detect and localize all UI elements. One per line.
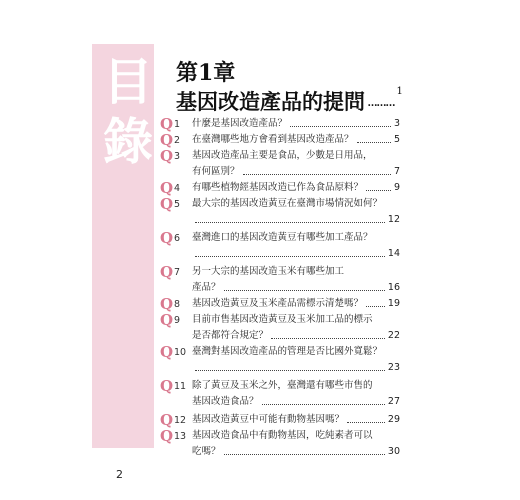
leader-dots — [243, 164, 391, 175]
question-line — [192, 412, 400, 428]
q-mark-icon: Q — [160, 263, 174, 281]
q-mark-icon: Q — [160, 427, 174, 445]
side-title-char: 錄 — [103, 112, 153, 171]
page-ref: 27 — [387, 396, 400, 407]
q-mark-icon: Q — [160, 179, 174, 197]
leader-dots — [262, 394, 385, 405]
question-line — [192, 296, 400, 312]
question-number: 4 — [174, 183, 181, 194]
question-line-text: 有哪些植物經基因改造已作為食品原料？ — [192, 182, 364, 193]
page-ref: 7 — [393, 166, 400, 177]
chapter-page: 1 — [396, 86, 403, 97]
question-number: 1 — [174, 119, 181, 130]
page-ref: 30 — [387, 446, 400, 457]
question-number: 2 — [174, 135, 181, 146]
question-line — [192, 344, 400, 360]
question-text — [192, 378, 400, 410]
question-line — [192, 280, 400, 296]
page-ref: 9 — [393, 182, 400, 193]
leader-dots — [195, 360, 385, 371]
q-mark-icon: Q — [160, 311, 174, 329]
question-line-text: 目前市售基因改造黃豆及玉米加工品的標示 — [192, 314, 373, 325]
page-ref: 3 — [393, 118, 400, 129]
side-title — [98, 52, 158, 172]
page-ref: 12 — [387, 214, 400, 225]
q-mark-icon: Q — [160, 411, 174, 429]
question-line-text: 另一大宗的基因改造玉米有哪些加工 — [192, 266, 345, 277]
chapter-subtitle: 基因改造產品的提問 — [176, 89, 365, 114]
question-text — [192, 180, 400, 196]
leader-dots — [195, 246, 385, 257]
question-text — [192, 428, 400, 460]
question-line — [192, 394, 400, 410]
question-text — [192, 312, 400, 344]
question-line — [192, 164, 400, 180]
question-text — [192, 296, 400, 312]
question-number: 3 — [174, 151, 181, 162]
question-line — [192, 428, 400, 444]
question-line — [192, 328, 400, 344]
leader-dots — [366, 180, 391, 191]
question-line-text: 最大宗的基因改造黃豆在臺灣市場情況如何？ — [192, 198, 383, 209]
question-number: 7 — [174, 267, 181, 278]
question-line — [192, 264, 400, 280]
question-line-text: 是否都符合規定？ — [192, 330, 269, 341]
page-ref: 5 — [393, 134, 400, 145]
question-number: 11 — [174, 381, 187, 392]
question-line-text: 基因改造食品？ — [192, 396, 259, 407]
leader-dots — [366, 296, 385, 307]
question-line — [192, 180, 400, 196]
leader-dots — [224, 444, 385, 455]
question-text — [192, 148, 400, 180]
q-mark-icon: Q — [160, 195, 174, 213]
question-number: 10 — [174, 347, 187, 358]
question-number: 13 — [174, 431, 187, 442]
question-line — [192, 444, 400, 460]
leader-dots: ……… — [365, 98, 395, 109]
page-ref: 22 — [387, 330, 400, 341]
question-line-text: 什麼是基因改造產品？ — [192, 118, 288, 129]
question-line — [192, 196, 400, 212]
question-text — [192, 196, 400, 228]
question-line — [192, 312, 400, 328]
question-line — [192, 230, 400, 246]
leader-dots — [290, 116, 391, 127]
question-line — [192, 212, 400, 228]
q-mark-icon: Q — [160, 377, 174, 395]
page-number: 2 — [116, 468, 123, 481]
question-text — [192, 412, 400, 428]
question-line-text: 基因改造黃豆及玉米產品需標示清楚嗎？ — [192, 298, 364, 309]
question-line — [192, 148, 400, 164]
page-ref: 16 — [387, 282, 400, 293]
question-line-text: 臺灣進口的基因改造黃豆有哪些加工產品？ — [192, 232, 373, 243]
question-line-text: 除了黃豆及玉米之外，臺灣還有哪些市售的 — [192, 380, 373, 391]
question-number: 12 — [174, 415, 187, 426]
question-line-text: 吃嗎？ — [192, 446, 221, 457]
leader-dots — [224, 280, 385, 291]
question-line-text: 在臺灣哪些地方會看到基因改造產品？ — [192, 134, 354, 145]
question-text — [192, 264, 400, 296]
question-line — [192, 246, 400, 262]
question-number: 8 — [174, 299, 181, 310]
question-line — [192, 360, 400, 376]
question-number: 6 — [174, 233, 181, 244]
question-line-text: 基因改造黃豆中可能有動物基因嗎？ — [192, 414, 345, 425]
q-mark-icon: Q — [160, 131, 174, 149]
page-ref: 23 — [387, 362, 400, 373]
question-line-text: 臺灣對基因改造產品的管理是否比國外寬鬆？ — [192, 346, 383, 357]
question-text — [192, 344, 400, 376]
question-line — [192, 132, 400, 148]
chapter-title: 第1章 — [176, 60, 236, 86]
page-ref: 29 — [387, 414, 400, 425]
question-number: 9 — [174, 315, 181, 326]
leader-dots — [347, 412, 385, 423]
leader-dots — [195, 212, 385, 223]
q-mark-icon: Q — [160, 115, 174, 133]
page-ref: 14 — [387, 248, 400, 259]
q-mark-icon: Q — [160, 295, 174, 313]
q-mark-icon: Q — [160, 229, 174, 247]
question-text — [192, 230, 400, 262]
question-line — [192, 116, 400, 132]
q-mark-icon: Q — [160, 147, 174, 165]
side-title-char: 目 — [103, 52, 153, 111]
question-line — [192, 378, 400, 394]
question-text — [192, 116, 400, 132]
question-text — [192, 132, 400, 148]
leader-dots — [271, 328, 385, 339]
leader-dots — [357, 132, 391, 143]
q-mark-icon: Q — [160, 343, 174, 361]
question-line-text: 基因改造產品主要是食品，少數是日用品， — [192, 150, 373, 161]
question-line-text: 基因改造食品中有動物基因，吃純素者可以 — [192, 430, 373, 441]
question-line-text: 產品？ — [192, 282, 221, 293]
chapter-subtitle-line — [176, 86, 403, 116]
question-number: 5 — [174, 199, 181, 210]
page-ref: 19 — [387, 298, 400, 309]
question-line-text: 有何區別？ — [192, 166, 240, 177]
